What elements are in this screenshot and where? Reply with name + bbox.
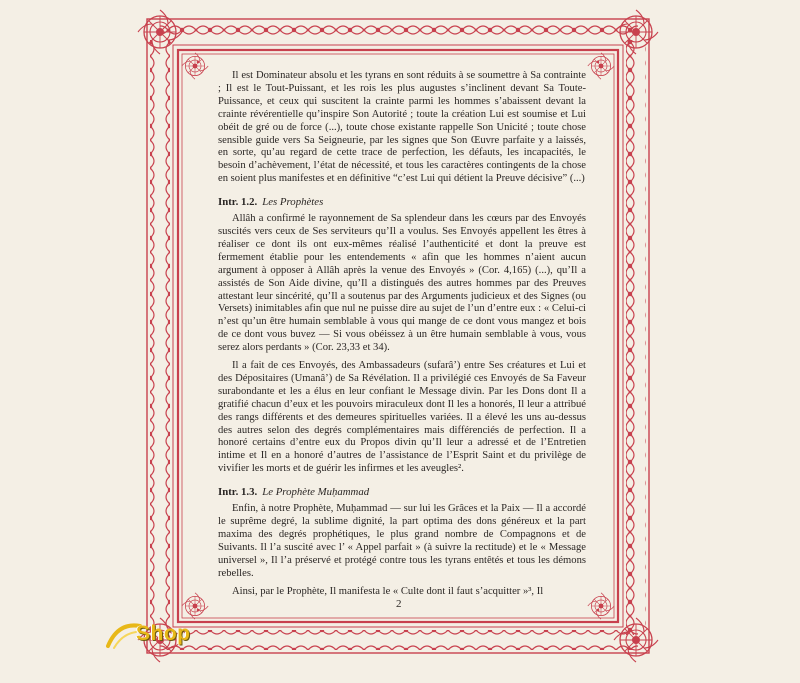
- section-heading-1-2: [218, 196, 586, 209]
- paragraph: Enfin, à notre Prophète, Muḥammad — sur lui les Grâces et la Paix — Il a accordé le suprême degré, la sublime dignité, la part optima des dons généreux et la part maxima des degrés prophétiques, le plus grand nombre de Compagnons et de Suivants. Il l’a suscité avec l’ « Appel parfait » (à suivre la rectitude) et le « Message universel », Il l’a préservé et protégé contre tous les tyrans entêtés et tous les démons rebelles.: [218, 503, 586, 579]
- paragraph: Allâh a confirmé le rayonnement de Sa splendeur dans les cœurs par des Envoyés suscités vers ceux de Ses serviteurs qu’Il a voulus. Ses Envoyés appellent les êtres à réaliser ce dont ils ont eux-mêmes réalisé l’authenticité et dont la preuve est fermement établie pour les entendements « afin que les hommes n’aient aucun argument à opposer à Allâh après la venue des Envoyés » (Cor. 4,165) (...), qu’Il a assistés de Son Aide divine, qu’Il a distingués des autres hommes par des Preuves attestant leur sincérité, qu’Il a soutenus par des Arguments judicieux et des Signes (ou Versets) inimitables afin que nul ne puisse dire au sujet de l’un d’entre eux : « Celui-ci n’est qu’un être humain semblable à vous qui mange de ce dont vous mangez et bois de ce dont vous buvez — Si vous obéissez à un être humain semblable à vous, vous serez alors perdants » (Cor. 23,33 et 34).: [218, 213, 586, 354]
- section-title: Le Prophète Muḥammad: [262, 486, 370, 499]
- paragraph: Ainsi, par le Prophète, Il manifesta le « Culte dont il faut s’acquitter »³, Il: [232, 585, 544, 597]
- section-number: Intr. 1.3.: [218, 486, 258, 499]
- shop-logo[interactable]: Shop: [136, 622, 191, 645]
- intro-paragraph: Il est Dominateur absolu et les tyrans en sont réduits à se soumettre à Sa contrainte ; Il est le Tout-Puissant, et les rois les plus augustes s’inclinent devant Sa Toute-Puissance, et ceux qui suscitent la crainte parmi les hommes s’abaissent devant la crainte révérentielle qu’inspire Son Autorité ; toute la création Lui est soumise et Lui obéit de gré ou de force (...), toute chose existante rappelle Son Unicité ; toute chose sensible guide vers Sa Seigneurie, par les signes que Son Œuvre parfaite y a laissés, en sorte, qu’au regard de cette trace de perfection, les défauts, les incapacités, le besoin d’achèvement, l’état de nécessité, et tous les caractères contingents de la chose en soient plus manifestes et en définitive “c’est Lui qui détient la Preuve décisive” (...): [218, 70, 586, 185]
- paragraph: Il a fait de ces Envoyés, des Ambassadeurs (sufarâ’) entre Ses créatures et Lui et des Dépositaires (Umanâ’) de Sa Révélation. Il a privilégié ces Envoyés de Sa Faveur surabondante et les a élus en leur confiant le Message divin. Par les Dons dont Il a gratifié chacun d’eux et les pouvoirs miraculeux dont Il les a honorés, Il leur a attribué des rangs différents et des demeures spirituelles variées. Il a élevé les uns au-dessus des autres selon des degrés complémentaires mais différenciés de perfection. Il a honoré certains d’entre eux du Propos divin qu’Il leur a adressé et de l’Entretien intime et Il en a honoré d’autres de l’assistance de l’Esprit Saint et du privilège de vivifier les morts et de guérir les infirmes et les aveugles².: [218, 360, 586, 475]
- main-text: [218, 70, 586, 598]
- page-number: 2: [396, 598, 402, 610]
- section-title: Les Prophètes: [262, 196, 324, 209]
- section-number: Intr. 1.2.: [218, 196, 258, 209]
- section-heading-1-3: [218, 486, 586, 499]
